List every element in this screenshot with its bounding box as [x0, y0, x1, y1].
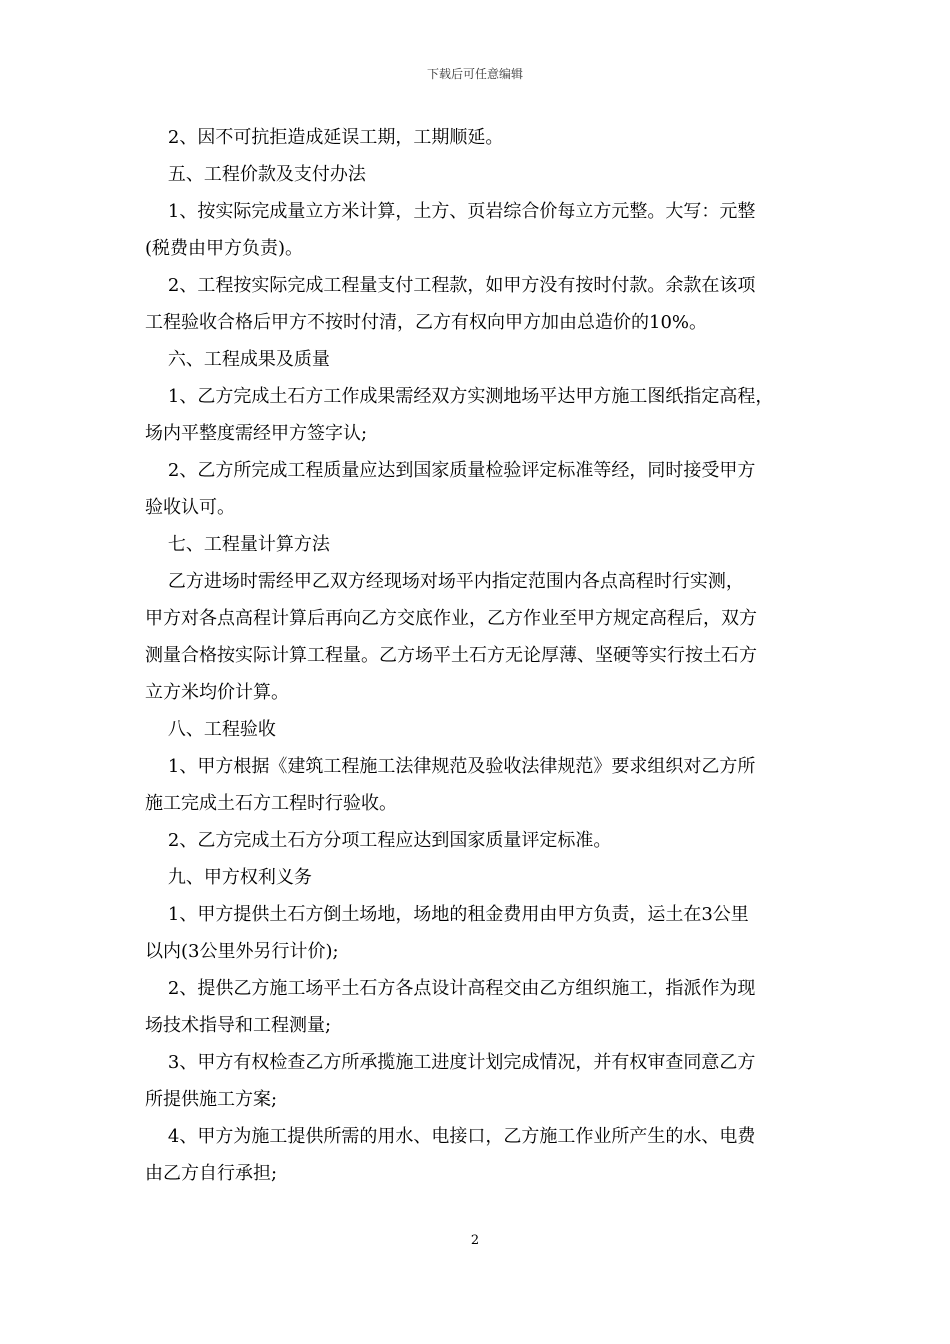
section-heading-9: 九、甲方权利义务 — [145, 867, 312, 888]
section-heading-5: 五、工程价款及支付办法 — [145, 164, 366, 185]
body-line: (税费由甲方负责)。 — [145, 238, 304, 259]
body-line: 所提供施工方案; — [145, 1089, 278, 1110]
section-heading-8: 八、工程验收 — [145, 719, 276, 740]
body-line: 场技术指导和工程测量; — [145, 1015, 332, 1036]
body-line: 施工完成土石方工程时行验收。 — [145, 793, 397, 814]
body-line: 乙方进场时需经甲乙双方经现场对场平内指定范围内各点高程时行实测， — [145, 571, 744, 592]
body-line: 工程验收合格后甲方不按时付清，乙方有权向甲方加由总造价的10%。 — [145, 312, 708, 333]
body-line: 2、提供乙方施工场平土石方各点设计高程交由乙方组织施工，指派作为现 — [145, 978, 756, 999]
page-number: 2 — [470, 1233, 480, 1248]
body-line: 立方米均价计算。 — [145, 682, 289, 703]
page-header-note: 下载后可任意编辑 — [426, 67, 523, 81]
body-line: 2、因不可抗拒造成延误工期，工期顺延。 — [145, 127, 504, 148]
section-heading-7: 七、工程量计算方法 — [145, 534, 330, 555]
body-line: 测量合格按实际计算工程量。乙方场平土石方无论厚薄、坚硬等实行按土石方 — [145, 645, 757, 666]
body-line: 2、乙方所完成工程质量应达到国家质量检验评定标准等经，同时接受甲方 — [145, 460, 756, 481]
body-line: 1、甲方根据《建筑工程施工法律规范及验收法律规范》要求组织对乙方所 — [145, 756, 756, 777]
body-line: 场内平整度需经甲方签字认; — [145, 423, 368, 444]
body-line: 验收认可。 — [145, 497, 235, 518]
document-body — [145, 119, 807, 1192]
body-line: 以内(3公里外另行计价); — [145, 941, 339, 962]
body-line: 4、甲方为施工提供所需的用水、电接口，乙方施工作业所产生的水、电费 — [145, 1126, 756, 1147]
body-line: 由乙方自行承担; — [145, 1163, 278, 1184]
body-line: 3、甲方有权检查乙方所承揽施工进度计划完成情况，并有权审查同意乙方 — [145, 1052, 756, 1073]
section-heading-6: 六、工程成果及质量 — [145, 349, 330, 370]
body-line: 1、甲方提供土石方倒土场地，场地的租金费用由甲方负责，运土在3公里 — [145, 904, 749, 925]
body-line: 2、工程按实际完成工程量支付工程款，如甲方没有按时付款。余款在该项 — [145, 275, 756, 296]
body-line: 1、按实际完成量立方米计算，土方、页岩综合价每立方元整。大写：元整 — [145, 201, 756, 222]
body-line: 1、乙方完成土石方工作成果需经双方实测地场平达甲方施工图纸指定高程， — [145, 386, 774, 407]
body-line: 2、乙方完成土石方分项工程应达到国家质量评定标准。 — [145, 830, 612, 851]
body-line: 甲方对各点高程计算后再向乙方交底作业，乙方作业至甲方规定高程后，双方 — [145, 608, 757, 629]
